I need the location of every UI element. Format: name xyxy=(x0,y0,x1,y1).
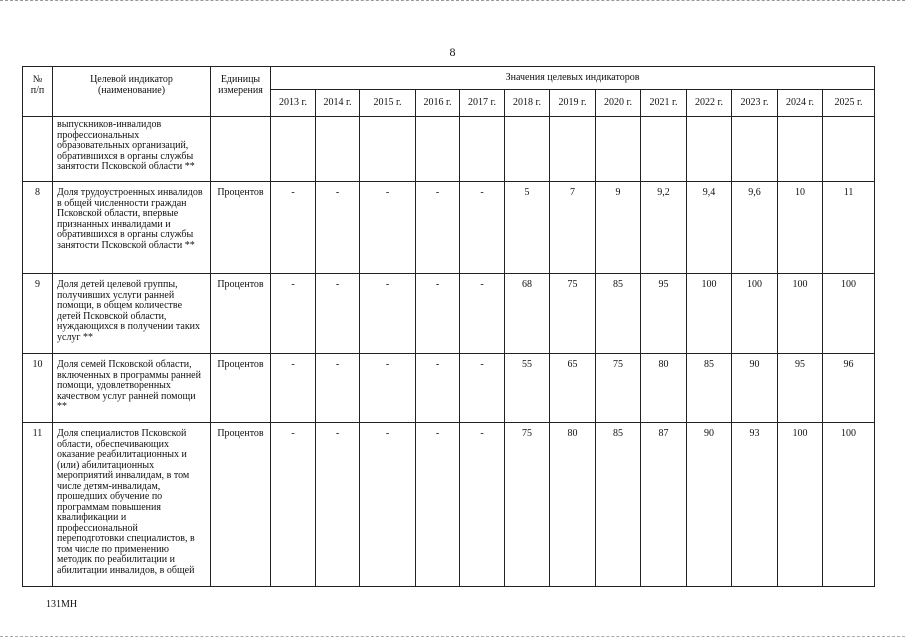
indicator-value: - xyxy=(416,182,460,274)
scan-edge-bottom xyxy=(0,636,905,638)
indicator-unit: Процентов xyxy=(211,423,271,587)
indicator-value: - xyxy=(460,423,505,587)
indicator-unit: Процентов xyxy=(211,182,271,274)
indicator-value: 100 xyxy=(778,423,823,587)
header-year: 2020 г. xyxy=(596,90,641,117)
indicator-value: 9 xyxy=(596,182,641,274)
indicator-value xyxy=(641,117,687,182)
indicator-value: - xyxy=(460,274,505,354)
scan-edge-top xyxy=(0,0,905,2)
indicator-value: - xyxy=(316,274,360,354)
indicator-value: 96 xyxy=(823,354,875,423)
indicator-value xyxy=(505,117,550,182)
row-number: 9 xyxy=(23,274,53,354)
indicator-unit xyxy=(211,117,271,182)
header-year: 2024 г. xyxy=(778,90,823,117)
indicator-value: - xyxy=(316,354,360,423)
header-row-top xyxy=(23,67,875,90)
indicator-value xyxy=(316,117,360,182)
indicator-value: - xyxy=(416,423,460,587)
indicator-value: 85 xyxy=(596,274,641,354)
indicator-value: 55 xyxy=(505,354,550,423)
header-year: 2021 г. xyxy=(641,90,687,117)
indicator-value: 95 xyxy=(641,274,687,354)
indicator-value: 100 xyxy=(778,274,823,354)
indicator-value: - xyxy=(360,423,416,587)
indicator-value xyxy=(550,117,596,182)
indicator-name: Доля семей Псковской области, включенных в программы ранней помощи, удовлетворенных качеством услуг ранней помощи ** xyxy=(53,354,211,423)
indicator-value: 80 xyxy=(550,423,596,587)
indicator-value: - xyxy=(416,354,460,423)
row-number: 8 xyxy=(23,182,53,274)
indicator-value xyxy=(460,117,505,182)
header-unit: Единицы измерения xyxy=(211,67,271,117)
indicators-table xyxy=(22,66,875,587)
indicator-name: Доля детей целевой группы, получивших услуги ранней помощи, в общем количестве детей Псковской области, нуждающихся в получении таких услуг ** xyxy=(53,274,211,354)
indicator-value: - xyxy=(271,182,316,274)
indicator-value: 68 xyxy=(505,274,550,354)
indicator-value xyxy=(360,117,416,182)
indicator-unit: Процентов xyxy=(211,354,271,423)
indicator-value xyxy=(416,117,460,182)
indicator-value: - xyxy=(360,182,416,274)
indicator-value: 100 xyxy=(823,274,875,354)
header-indicator: Целевой индикатор (наименование) xyxy=(53,67,211,117)
indicator-value: 7 xyxy=(550,182,596,274)
header-year: 2022 г. xyxy=(687,90,732,117)
indicator-value xyxy=(596,117,641,182)
indicator-value: - xyxy=(460,354,505,423)
header-year: 2015 г. xyxy=(360,90,416,117)
indicator-value: 90 xyxy=(732,354,778,423)
indicator-value: 87 xyxy=(641,423,687,587)
indicator-unit: Процентов xyxy=(211,274,271,354)
indicator-value: - xyxy=(316,182,360,274)
row-number: 11 xyxy=(23,423,53,587)
indicator-value xyxy=(687,117,732,182)
indicator-value: 100 xyxy=(823,423,875,587)
header-values: Значения целевых индикаторов xyxy=(271,67,875,90)
header-year: 2013 г. xyxy=(271,90,316,117)
header-year: 2023 г. xyxy=(732,90,778,117)
document-code: 131МН xyxy=(46,599,78,610)
indicator-value: - xyxy=(316,423,360,587)
indicator-value: - xyxy=(360,274,416,354)
table-row xyxy=(23,117,875,182)
indicator-value: - xyxy=(460,182,505,274)
table-body xyxy=(23,117,875,587)
header-year: 2018 г. xyxy=(505,90,550,117)
header-year: 2016 г. xyxy=(416,90,460,117)
indicator-value: 75 xyxy=(550,274,596,354)
indicator-value: 85 xyxy=(687,354,732,423)
indicator-value: - xyxy=(416,274,460,354)
indicator-value: 10 xyxy=(778,182,823,274)
indicator-value: 5 xyxy=(505,182,550,274)
indicator-value: - xyxy=(360,354,416,423)
indicator-value: 9,2 xyxy=(641,182,687,274)
indicator-value xyxy=(271,117,316,182)
indicator-value: - xyxy=(271,354,316,423)
header-year: 2014 г. xyxy=(316,90,360,117)
indicator-value: 100 xyxy=(687,274,732,354)
indicator-value: 65 xyxy=(550,354,596,423)
indicator-value: 90 xyxy=(687,423,732,587)
row-number xyxy=(23,117,53,182)
indicator-value: 100 xyxy=(732,274,778,354)
indicator-value: 80 xyxy=(641,354,687,423)
indicator-value: - xyxy=(271,274,316,354)
indicator-value: 9,6 xyxy=(732,182,778,274)
indicator-value: 75 xyxy=(505,423,550,587)
table-row xyxy=(23,182,875,274)
table-row xyxy=(23,423,875,587)
indicator-value: 95 xyxy=(778,354,823,423)
indicator-value: 11 xyxy=(823,182,875,274)
indicator-value: 85 xyxy=(596,423,641,587)
indicator-value xyxy=(732,117,778,182)
indicator-name: выпускников-инвалидов профессиональных образовательных организаций, обратившихся в органы службы занятости Псковской области ** xyxy=(53,117,211,182)
table-row xyxy=(23,274,875,354)
indicator-value: 75 xyxy=(596,354,641,423)
indicator-value xyxy=(778,117,823,182)
header-year: 2019 г. xyxy=(550,90,596,117)
indicator-value: - xyxy=(271,423,316,587)
indicator-name: Доля трудоустроенных инвалидов в общей численности граждан Псковской области, впервые признанных инвалидами и обратившихся в органы службы занятости Псковской области ** xyxy=(53,182,211,274)
row-number: 10 xyxy=(23,354,53,423)
indicator-name: Доля специалистов Псковской области, обеспечивающих оказание реабилитационных и (или) абилитационных мероприятий инвалидам, в том числе детям-инвалидам, прошедших обучение по программам повышения квалификации и профессиональной переподготовки специалистов, в том числе по применению методик по реабилитации и абилитации инвалидов, в общей xyxy=(53,423,211,587)
indicator-value xyxy=(823,117,875,182)
header-num: № п/п xyxy=(23,67,53,117)
page-number: 8 xyxy=(449,45,456,59)
indicator-value: 93 xyxy=(732,423,778,587)
header-year: 2025 г. xyxy=(823,90,875,117)
indicator-value: 9,4 xyxy=(687,182,732,274)
table-row xyxy=(23,354,875,423)
header-year: 2017 г. xyxy=(460,90,505,117)
